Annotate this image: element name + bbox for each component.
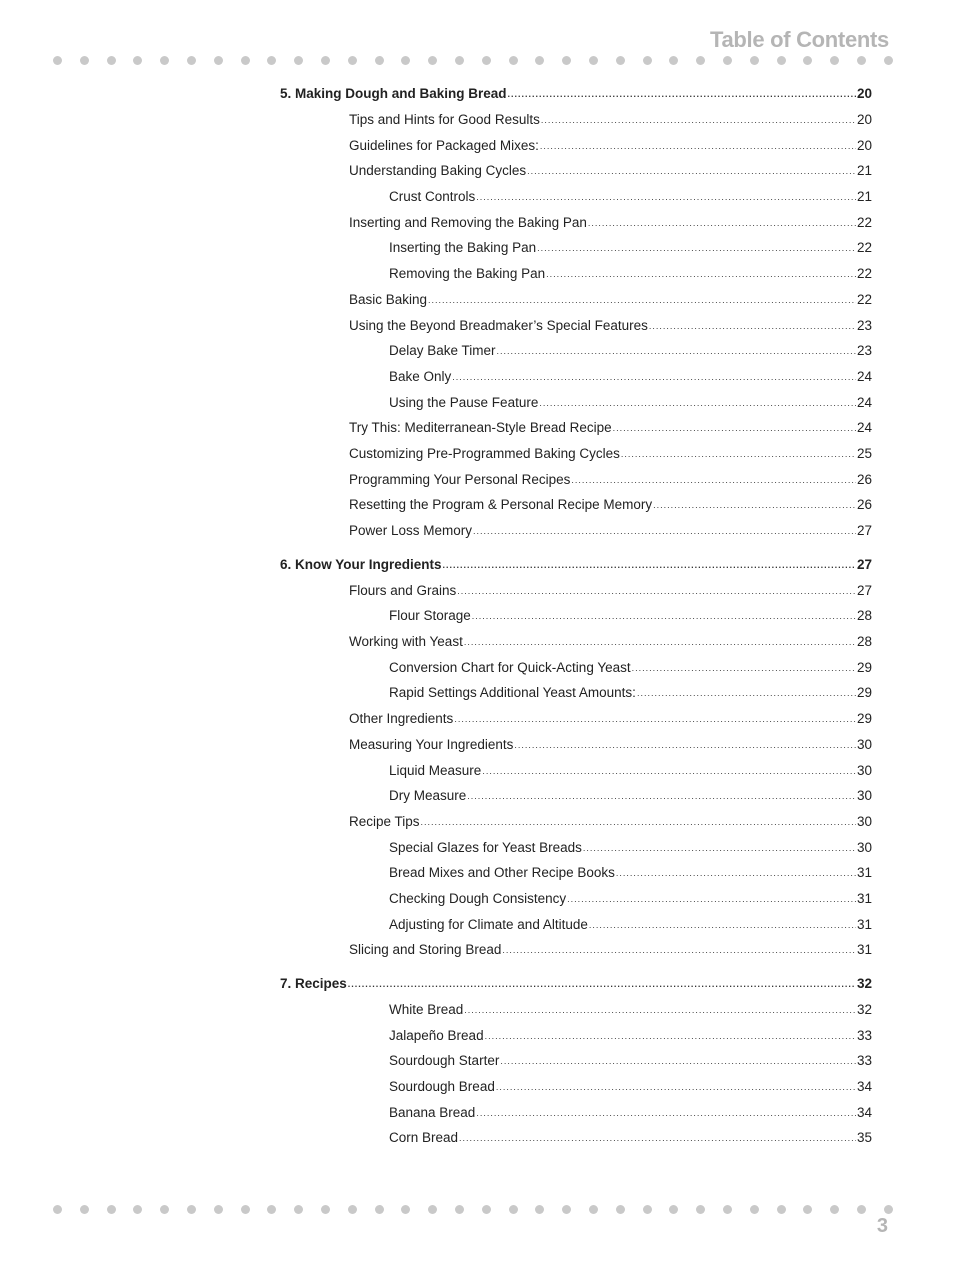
dot-leader: [514, 740, 856, 750]
toc-entry[interactable]: [280, 891, 872, 917]
separator-dot: [750, 1205, 759, 1214]
toc-entry[interactable]: [280, 763, 872, 789]
toc-entry-page: 26: [856, 497, 872, 513]
toc-entry-title: Adjusting for Climate and Altitude: [389, 916, 588, 932]
toc-entry-page: 31: [856, 865, 872, 881]
toc-entry[interactable]: [280, 189, 872, 215]
separator-dot: [643, 1205, 652, 1214]
toc-entry-page: 29: [856, 711, 872, 727]
toc-entry[interactable]: [280, 788, 872, 814]
toc-entry-page: 24: [856, 368, 872, 384]
separator-dot: [160, 1205, 169, 1214]
dot-leader: [632, 663, 856, 673]
separator-dot: [723, 56, 732, 65]
toc-chapter: [280, 557, 872, 968]
separator-dot: [589, 56, 598, 65]
toc-entry-page: 28: [856, 608, 872, 624]
toc-entry-page: 29: [856, 685, 872, 701]
toc-entry-page: 20: [856, 137, 872, 153]
toc-entry[interactable]: [280, 266, 872, 292]
separator-dot: [160, 56, 169, 65]
toc-entry-title: 5. Making Dough and Baking Bread: [280, 86, 507, 101]
page-number: 3: [876, 1215, 888, 1237]
dot-leader: [457, 586, 856, 596]
dot-leader: [421, 817, 856, 827]
dot-leader: [567, 894, 856, 904]
separator-dot: [803, 56, 812, 65]
toc-entry-title: Conversion Chart for Quick-Acting Yeast: [389, 659, 631, 675]
separator-dot: [509, 1205, 518, 1214]
dot-leader: [428, 295, 856, 305]
separator-dot: [884, 56, 893, 65]
separator-dot: [589, 1205, 598, 1214]
dot-leader: [454, 714, 856, 724]
separator-dot: [616, 1205, 625, 1214]
separator-dot: [214, 56, 223, 65]
toc-entry-page: 24: [856, 420, 872, 436]
toc-entry[interactable]: [280, 1105, 872, 1131]
separator-dot: [428, 56, 437, 65]
separator-dot: [107, 1205, 116, 1214]
toc-entry[interactable]: [280, 112, 872, 138]
toc-entry[interactable]: [280, 840, 872, 866]
toc-entry-page: 27: [856, 582, 872, 598]
dot-leader: [541, 115, 856, 125]
toc-entry[interactable]: [280, 865, 872, 891]
separator-dot: [241, 56, 250, 65]
separator-dot: [669, 56, 678, 65]
dot-leader: [452, 372, 856, 382]
separator-dot: [777, 56, 786, 65]
toc-entry-title: Slicing and Storing Bread: [349, 942, 502, 958]
toc-entry-title: Resetting the Program & Personal Recipe Memory: [349, 497, 653, 513]
dot-leader: [500, 1056, 856, 1066]
separator-dot: [830, 1205, 839, 1214]
separator-dot: [884, 1205, 893, 1214]
dot-leader: [589, 920, 856, 930]
toc-entry-page: 20: [856, 86, 872, 101]
toc-entry[interactable]: [280, 420, 872, 446]
toc-entry-title: Basic Baking: [349, 291, 428, 307]
separator-dot: [401, 1205, 410, 1214]
separator-dot: [401, 56, 410, 65]
toc-entry-title: Recipe Tips: [349, 813, 420, 829]
toc-entry-title: Other Ingredients: [349, 711, 454, 727]
toc-entry-page: 22: [856, 240, 872, 256]
separator-dot: [294, 56, 303, 65]
toc-entry[interactable]: [280, 240, 872, 266]
dot-leader: [583, 843, 856, 853]
dot-leader: [537, 243, 856, 253]
separator-dot: [696, 1205, 705, 1214]
dot-leader: [508, 89, 856, 99]
separator-dot: [321, 1205, 330, 1214]
dot-leader: [540, 141, 856, 151]
toc-entry[interactable]: [280, 343, 872, 369]
separator-dot: [294, 1205, 303, 1214]
separator-dot: [214, 1205, 223, 1214]
toc-entry-title: Delay Bake Timer: [389, 343, 496, 359]
toc-entry[interactable]: [280, 497, 872, 523]
toc-entry[interactable]: [280, 814, 872, 840]
separator-dot: [696, 56, 705, 65]
toc-entry-page: 22: [856, 214, 872, 230]
toc-entry[interactable]: [280, 1079, 872, 1105]
dot-leader: [473, 526, 856, 536]
toc-entry-title: Using the Beyond Breadmaker’s Special Features: [349, 317, 648, 333]
toc-entry[interactable]: [280, 608, 872, 634]
toc-entry-title: Inserting the Baking Pan: [389, 240, 537, 256]
table-of-contents: [280, 86, 872, 1164]
separator-dot: [509, 56, 518, 65]
separator-dot: [133, 56, 142, 65]
separator-dot: [455, 56, 464, 65]
dot-leader: [539, 398, 856, 408]
toc-entry-page: 30: [856, 788, 872, 804]
separator-dot: [482, 1205, 491, 1214]
toc-chapter-heading[interactable]: [280, 976, 872, 1002]
toc-entry-title: Measuring Your Ingredients: [349, 736, 514, 752]
separator-dot: [562, 1205, 571, 1214]
dot-leader: [621, 449, 856, 459]
toc-entry[interactable]: [280, 523, 872, 549]
toc-entry-title: Programming Your Personal Recipes: [349, 471, 571, 487]
toc-entry[interactable]: [280, 634, 872, 660]
toc-entry-title: Working with Yeast: [349, 634, 463, 650]
toc-entry-title: Jalapeño Bread: [389, 1027, 484, 1043]
separator-dot: [535, 1205, 544, 1214]
dot-leader: [482, 766, 856, 776]
separator-dot: [643, 56, 652, 65]
separator-dot: [80, 1205, 89, 1214]
toc-entry[interactable]: [280, 472, 872, 498]
separator-dot: [133, 1205, 142, 1214]
dot-leader: [485, 1031, 856, 1041]
toc-entry-title: White Bread: [389, 1002, 464, 1017]
separator-dot: [80, 56, 89, 65]
separator-dot: [267, 56, 276, 65]
toc-entry[interactable]: [280, 395, 872, 421]
top-dot-rule: [53, 54, 893, 66]
dot-leader: [476, 192, 856, 202]
toc-entry[interactable]: [280, 1130, 872, 1156]
dot-leader: [527, 166, 856, 176]
toc-chapter-heading[interactable]: [280, 557, 872, 583]
dot-leader: [649, 321, 856, 331]
toc-entry[interactable]: [280, 685, 872, 711]
separator-dot: [803, 1205, 812, 1214]
separator-dot: [53, 56, 62, 65]
toc-entry-title: Understanding Baking Cycles: [349, 163, 527, 179]
separator-dot: [267, 1205, 276, 1214]
toc-entry[interactable]: [280, 1002, 872, 1028]
toc-entry-page: 30: [856, 839, 872, 855]
toc-entry[interactable]: [280, 163, 872, 189]
toc-entry-title: Special Glazes for Yeast Breads: [389, 839, 582, 855]
toc-entry-page: 34: [856, 1104, 872, 1120]
dot-leader: [496, 1082, 856, 1092]
separator-dot: [348, 1205, 357, 1214]
toc-entry-page: 34: [856, 1079, 872, 1095]
toc-entry-title: 7. Recipes: [280, 976, 347, 991]
toc-entry-title: Banana Bread: [389, 1104, 476, 1120]
toc-entry[interactable]: [280, 917, 872, 943]
toc-entry-title: Tips and Hints for Good Results: [349, 112, 540, 127]
separator-dot: [348, 56, 357, 65]
dot-leader: [653, 500, 856, 510]
separator-dot: [455, 1205, 464, 1214]
dot-leader: [571, 475, 856, 485]
toc-entry-page: 35: [856, 1130, 872, 1146]
toc-entry[interactable]: [280, 446, 872, 472]
toc-entry-title: Bread Mixes and Other Recipe Books: [389, 865, 615, 881]
toc-entry-page: 22: [856, 291, 872, 307]
bottom-dot-rule: [53, 1203, 893, 1215]
separator-dot: [375, 1205, 384, 1214]
toc-entry[interactable]: [280, 1053, 872, 1079]
toc-entry-title: Flours and Grains: [349, 582, 457, 598]
toc-entry-page: 21: [856, 189, 872, 205]
toc-entry-title: Crust Controls: [389, 189, 476, 205]
toc-entry-title: Using the Pause Feature: [389, 394, 539, 410]
separator-dot: [616, 56, 625, 65]
dot-leader: [472, 611, 856, 621]
toc-entry-title: Sourdough Starter: [389, 1053, 500, 1069]
separator-dot: [241, 1205, 250, 1214]
toc-entry-page: 27: [856, 556, 872, 572]
toc-entry-page: 32: [856, 1002, 872, 1017]
toc-entry-page: 29: [856, 659, 872, 675]
separator-dot: [857, 56, 866, 65]
toc-entry[interactable]: [280, 942, 872, 968]
toc-entry-page: 28: [856, 634, 872, 650]
toc-entry-page: 26: [856, 471, 872, 487]
toc-chapter: [280, 86, 872, 549]
toc-entry[interactable]: [280, 292, 872, 318]
toc-entry-page: 22: [856, 266, 872, 282]
toc-entry-page: 30: [856, 762, 872, 778]
dot-leader: [464, 1005, 856, 1015]
separator-dot: [750, 56, 759, 65]
toc-entry-page: 21: [856, 163, 872, 179]
dot-leader: [502, 945, 856, 955]
toc-entry[interactable]: [280, 660, 872, 686]
dot-leader: [443, 560, 856, 570]
separator-dot: [187, 56, 196, 65]
dot-leader: [497, 346, 856, 356]
toc-entry-title: Guidelines for Packaged Mixes:: [349, 137, 539, 153]
toc-entry-page: 33: [856, 1027, 872, 1043]
toc-entry-page: 33: [856, 1053, 872, 1069]
toc-entry-page: 23: [856, 317, 872, 333]
dot-leader: [476, 1108, 856, 1118]
toc-entry-page: 31: [856, 890, 872, 906]
toc-entry[interactable]: [280, 583, 872, 609]
toc-entry-page: 23: [856, 343, 872, 359]
toc-entry-title: Try This: Mediterranean-Style Bread Recipe: [349, 420, 612, 436]
toc-entry-page: 31: [856, 942, 872, 958]
separator-dot: [777, 1205, 786, 1214]
dot-leader: [348, 979, 856, 989]
toc-entry-title: Rapid Settings Additional Yeast Amounts:: [389, 685, 636, 701]
dot-leader: [637, 688, 856, 698]
toc-chapter: [280, 976, 872, 1156]
toc-entry-title: Flour Storage: [389, 608, 471, 624]
toc-entry-title: 6. Know Your Ingredients: [280, 556, 442, 572]
dot-leader: [467, 791, 856, 801]
separator-dot: [669, 1205, 678, 1214]
dot-leader: [546, 269, 856, 279]
toc-entry-page: 30: [856, 813, 872, 829]
dot-leader: [459, 1133, 856, 1143]
toc-entry-title: Inserting and Removing the Baking Pan: [349, 214, 587, 230]
separator-dot: [482, 56, 491, 65]
toc-entry-title: Checking Dough Consistency: [389, 890, 567, 906]
separator-dot: [375, 56, 384, 65]
separator-dot: [187, 1205, 196, 1214]
toc-entry-title: Liquid Measure: [389, 762, 482, 778]
toc-entry-page: 27: [856, 523, 872, 538]
toc-chapter-heading[interactable]: [280, 86, 872, 112]
toc-entry-title: Sourdough Bread: [389, 1079, 495, 1095]
toc-entry-title: Power Loss Memory: [349, 523, 473, 538]
toc-entry-title: Bake Only: [389, 368, 452, 384]
separator-dot: [723, 1205, 732, 1214]
toc-entry-title: Customizing Pre-Programmed Baking Cycles: [349, 445, 620, 461]
toc-entry-page: 30: [856, 736, 872, 752]
toc-entry-page: 32: [856, 976, 872, 991]
toc-entry[interactable]: [280, 1028, 872, 1054]
toc-entry[interactable]: [280, 737, 872, 763]
dot-leader: [464, 637, 856, 647]
separator-dot: [535, 56, 544, 65]
toc-entry[interactable]: [280, 318, 872, 344]
separator-dot: [830, 56, 839, 65]
toc-entry-page: 24: [856, 394, 872, 410]
toc-entry-page: 20: [856, 112, 872, 127]
toc-entry[interactable]: [280, 138, 872, 164]
dot-leader: [616, 868, 856, 878]
separator-dot: [562, 56, 571, 65]
toc-entry-title: Removing the Baking Pan: [389, 266, 546, 282]
separator-dot: [53, 1205, 62, 1214]
toc-entry-page: 31: [856, 916, 872, 932]
separator-dot: [107, 56, 116, 65]
separator-dot: [428, 1205, 437, 1214]
toc-entry[interactable]: [280, 711, 872, 737]
dot-leader: [588, 218, 856, 228]
toc-entry[interactable]: [280, 369, 872, 395]
separator-dot: [321, 56, 330, 65]
toc-entry-page: 25: [856, 445, 872, 461]
toc-entry-title: Corn Bread: [389, 1130, 459, 1146]
dot-leader: [613, 423, 856, 433]
toc-entry-title: Dry Measure: [389, 788, 467, 804]
toc-entry[interactable]: [280, 215, 872, 241]
separator-dot: [857, 1205, 866, 1214]
page-header-title: Table of Contents: [709, 27, 889, 52]
